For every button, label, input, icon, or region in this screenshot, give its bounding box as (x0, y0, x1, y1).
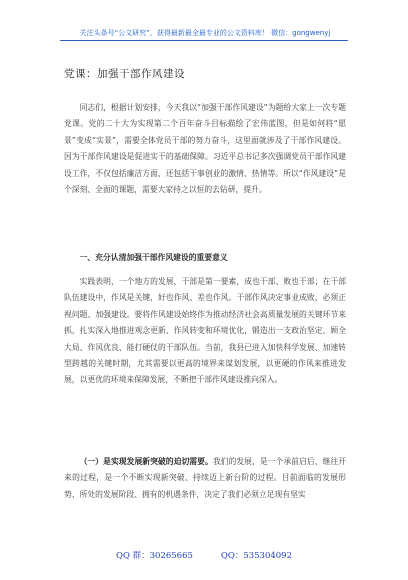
document-title: 党课：加强干部作风建设 (64, 68, 185, 80)
header-banner: 关注头条号“公文研究”，获得最新最全最专业的公文资料库！ 微信：gongwenyj (79, 29, 331, 37)
footer-qq: QQ：535304092 (220, 551, 292, 561)
header-divider (60, 40, 348, 41)
paragraph-section-1: 实践表明，一个地方的发展，干部是第一要素，成也干部、败也干部；在干部队伍建设中，作风是关键，好也作风、差也作风。干部作风决定事业成败，必须正视问题、加强建设。要将作风建设始终作为推动经济社会高质量发展的关键环节来抓，扎实深入地推进观念更新、作风转变和环境优化，锻造出一支政治坚定、顾全大局、作风优良、能打硬仗的干部队伍。当前，我县已进入加快科学发展、加速转型跨越的关键时期，尤其需要以更高的境界来谋划发展，以更硬的作风来推进发展，以更优的环境来保障发展，不断把干部作风建设推向深入。 (64, 277, 346, 385)
section-heading-1: 一、充分认清加强干部作风建设的重要意义 (79, 253, 228, 262)
page-footer (0, 549, 408, 561)
subsection-lead: （一）是实现发展新突破的迫切需要。 (79, 457, 213, 466)
paragraph-subsection-1 (64, 454, 346, 503)
paragraph-intro: 同志们，根据计划安排，今天我以“加强干部作风建设”为题给大家上一次专题党课。党的二十大为实现第二个百年奋斗目标描绘了宏伟蓝图，但是如何将“愿景”变成“实景”，需要全体党员干部的努力奋斗，这里面就涉及了干部作风建设。因为干部作风建设是促进实干的基础保障。习近平总书记多次强调党员干部作风建设工作，不仅包括廉洁方面，还包括干事创业的激情、热情等。所以“作风建设”是个深刻、全面的课题，需要大家持之以恒的去钻研，提升。 (64, 103, 346, 195)
subsection-text: 我们的发展，是一个承前启后、继往开来的过程，是一个不断实现新突破、持续迈上新台阶的过程。目前面临的发展形势、所处的发展阶段、拥有的机遇条件，决定了我们必须立足现有坚实 (64, 457, 347, 499)
footer-qq-group: QQ 群：30265665 (115, 551, 193, 561)
